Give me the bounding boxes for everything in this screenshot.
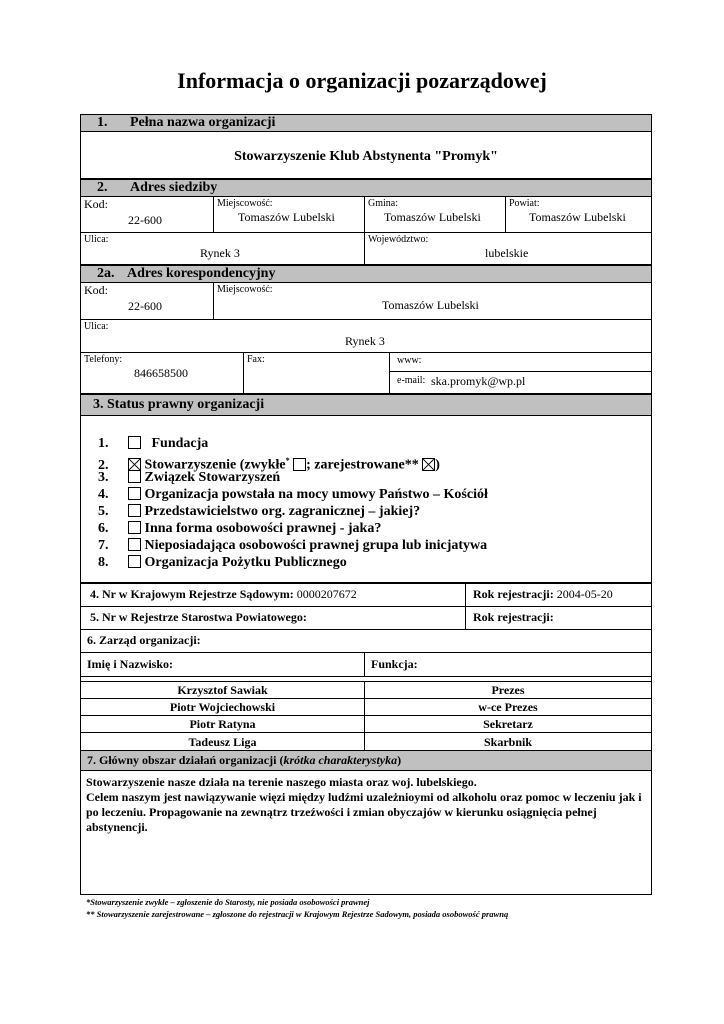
- status-option-1: [98, 435, 208, 452]
- closing-paren: ): [435, 457, 440, 473]
- status-option-number: 7.: [98, 538, 109, 553]
- section-1-number: 1.: [97, 115, 108, 130]
- s2-powiat-value: Tomaszów Lubelski: [529, 210, 626, 224]
- s6-func-col-label: Funkcja:: [371, 657, 418, 671]
- status-option-4: [98, 486, 488, 503]
- status-checkbox-5[interactable]: [128, 504, 141, 517]
- s2a-email-label: e-mail:: [397, 375, 426, 386]
- s4-krs-value: 0000207672: [296, 587, 357, 601]
- status-option-label: Związek Stowarzyszeń: [144, 470, 281, 485]
- s2-powiat-label: Powiat:: [509, 198, 540, 209]
- status-option-label: Organizacja Pożytku Publicznego: [144, 555, 347, 570]
- status-option-label: Nieposiadająca osobowości prawnej grupa lub inicjatywa: [144, 538, 488, 553]
- s2-miejscowosc-label: Miejscowość:: [217, 198, 273, 209]
- member-function: Prezes: [491, 683, 525, 697]
- member-name: Krzysztof Sawiak: [177, 683, 268, 697]
- s4-rok-text: [473, 587, 613, 602]
- section-7-label-start: 7. Główny obszar działań organizacji (: [87, 753, 284, 767]
- status-option-number: 2.: [98, 457, 109, 473]
- status-option-6: [98, 520, 381, 537]
- table-row: [80, 732, 365, 751]
- status-option-number: 3.: [98, 470, 109, 485]
- zwykle-checkbox[interactable]: [293, 458, 306, 471]
- s2-powiat-cell: [505, 196, 652, 233]
- section-2-number: 2.: [97, 180, 108, 195]
- s2a-kod-cell: [80, 282, 214, 320]
- s2-wojewodztwo-cell: [364, 232, 652, 265]
- table-row: [364, 715, 652, 733]
- status-option-number: 6.: [98, 521, 109, 536]
- status-checkbox-4[interactable]: [128, 487, 141, 500]
- s2a-ulica-cell: [80, 319, 652, 353]
- status-checkbox-3[interactable]: [128, 470, 141, 483]
- member-function: Sekretarz: [483, 717, 533, 731]
- table-row: [80, 698, 365, 716]
- s2a-ulica-label: Ulica:: [84, 321, 109, 332]
- table-row: [364, 681, 652, 699]
- s2a-telefony-value: 846658500: [134, 366, 188, 380]
- footnote-2: ** Stowarzyszenie zarejestrowane – zgłoszone do rejestracji w Krajowym Rejestrze Sadowym, posiada osobowość prawną: [86, 909, 509, 919]
- section-2a-number: 2a.: [97, 266, 115, 281]
- footnote-marker: *: [285, 456, 290, 465]
- status-option-label: Organizacja powstała na mocy umowy Państwo – Kościół: [144, 487, 488, 502]
- section-1-header: [80, 114, 652, 132]
- s2-kod-cell: [80, 196, 214, 233]
- status-checkbox-8[interactable]: [128, 555, 141, 568]
- s2a-www-label: www:: [397, 355, 422, 366]
- table-row: [80, 715, 365, 733]
- section-7-header: [80, 750, 652, 771]
- status-option-5: [98, 503, 420, 520]
- member-function: Skarbnik: [483, 735, 533, 749]
- status-option-number: 5.: [98, 504, 109, 519]
- status-option-label: Przedstawicielstwo org. zagranicznej – jakiej?: [144, 504, 421, 519]
- s2-gmina-label: Gmina:: [368, 198, 398, 209]
- status-option-8: [98, 554, 347, 571]
- s2a-ulica-value: Rynek 3: [345, 334, 385, 348]
- section-3-header: [80, 394, 652, 416]
- status-option-number: 1.: [98, 436, 109, 451]
- s2a-miejscowosc-value: Tomaszów Lubelski: [382, 298, 479, 312]
- s6-header-cell: [80, 629, 652, 653]
- s6-label: 6. Zarząd organizacji:: [87, 633, 201, 647]
- s2-wojewodztwo-value: lubelskie: [485, 246, 529, 260]
- s2-gmina-cell: [364, 196, 506, 233]
- s2a-miejscowosc-label: Miejscowość:: [217, 284, 273, 295]
- s2-kod-value: 22-600: [128, 213, 162, 227]
- status-option-label: Inna forma osobowości prawnej - jaka?: [144, 521, 382, 536]
- s2-ulica-value: Rynek 3: [200, 246, 240, 260]
- s4-rok-value: 2004-05-20: [556, 587, 613, 601]
- s6-func-col-header: [364, 652, 652, 677]
- s2-kod-label: Kod:: [84, 197, 108, 211]
- s2-miejscowosc-value: Tomaszów Lubelski: [238, 210, 335, 224]
- s4-rok-cell: [465, 583, 652, 607]
- s2-wojewodztwo-label: Województwo:: [368, 234, 429, 245]
- section-7-label-italic: krótka charakterystyka: [283, 753, 398, 767]
- table-row: [80, 681, 365, 699]
- s4-krs-cell: [80, 583, 466, 607]
- s4-krs-label: 4. Nr w Krajowym Rejestrze Sądowym:: [90, 587, 294, 601]
- section-2-label: Adres siedziby: [130, 180, 218, 195]
- zarejestrowane-checkbox[interactable]: [422, 458, 435, 471]
- s5-rok-label: Rok rejestracji:: [473, 610, 554, 624]
- table-row: [364, 698, 652, 716]
- section-2a-label: Adres korespondencyjny: [127, 266, 276, 281]
- organization-name-cell: [80, 131, 652, 179]
- s6-name-col-header: [80, 652, 365, 677]
- table-row: [364, 732, 652, 751]
- status-option-7: [98, 537, 487, 554]
- member-name: Piotr Wojciechowski: [169, 700, 276, 714]
- s2a-fax-cell: [243, 352, 390, 394]
- status-checkbox-6[interactable]: [128, 521, 141, 534]
- page-title: Informacja o organizacji pozarządowej: [177, 68, 547, 93]
- status-checkbox-1[interactable]: [128, 436, 141, 449]
- s2-miejscowosc-cell: [213, 196, 365, 233]
- member-name: Tadeusz Liga: [188, 735, 257, 749]
- section-1-label: Pełna nazwa organizacji: [130, 115, 276, 130]
- s5-starostwo-cell: [80, 606, 466, 630]
- status-option-label: Fundacja: [151, 436, 209, 451]
- s2-gmina-value: Tomaszów Lubelski: [384, 210, 481, 224]
- status-option-number: 8.: [98, 555, 109, 570]
- member-function: w-ce Prezes: [478, 700, 538, 714]
- s4-rok-label: Rok rejestracji:: [473, 587, 554, 601]
- member-name: Piotr Ratyna: [189, 717, 256, 731]
- s2a-email-cell: [389, 371, 652, 394]
- s2a-www-cell: [389, 352, 652, 372]
- section-7-label: [87, 753, 401, 768]
- section-2-header: [80, 179, 652, 197]
- section-7-label-end: ): [397, 753, 402, 767]
- status-checkbox-7[interactable]: [128, 538, 141, 551]
- organization-name: Stowarzyszenie Klub Abstynenta "Promyk": [234, 149, 498, 164]
- s4-krs-text: [90, 587, 357, 602]
- s2a-kod-value: 22-600: [128, 299, 162, 313]
- s2a-telefony-cell: [80, 352, 244, 394]
- status-option-label: Stowarzyszenie (zwykłe: [144, 457, 286, 473]
- s2a-email-value: ska.promyk@wp.pl: [431, 374, 526, 388]
- section-3-label: 3. Status prawny organizacji: [93, 397, 265, 412]
- s5-label: 5. Nr w Rejestrze Starostwa Powiatowego:: [90, 610, 307, 624]
- s2a-fax-label: Fax:: [247, 354, 265, 365]
- s2a-miejscowosc-cell: [213, 282, 652, 320]
- s2-ulica-cell: [80, 232, 365, 265]
- s2a-kod-label: Kod:: [84, 283, 108, 297]
- status-option-3: [98, 469, 280, 486]
- s6-name-col-label: Imię i Nazwisko:: [87, 657, 173, 671]
- status-option-2: [98, 452, 440, 473]
- s7-description: Stowarzyszenie nasze działa na terenie naszego miasta oraz woj. lubelskiego. Celem naszym jest nawiązywanie więzi między ludźmi uzależnioymi od alkoholu oraz pomoc w leczeniu jak i po leczeniu. Propagowanie na zewnątrz trzeźwości i zmian obyczajów w kierunku osiągnięcia pełnej abstynencji.: [86, 775, 642, 834]
- zarejestrowane-label: ; zarejestrowane**: [306, 457, 419, 473]
- section-2a-header: [80, 265, 652, 283]
- footnote-1: *Stowarzyszenie zwykłe – zgłoszenie do Starosty, nie posiada osobowości prawnej: [86, 897, 370, 907]
- status-option-number: 4.: [98, 487, 109, 502]
- s2-ulica-label: Ulica:: [84, 234, 109, 245]
- s2a-telefony-label: Telefony:: [84, 354, 123, 365]
- s7-description-cell: [80, 770, 652, 895]
- s5-rok-cell: [465, 606, 652, 630]
